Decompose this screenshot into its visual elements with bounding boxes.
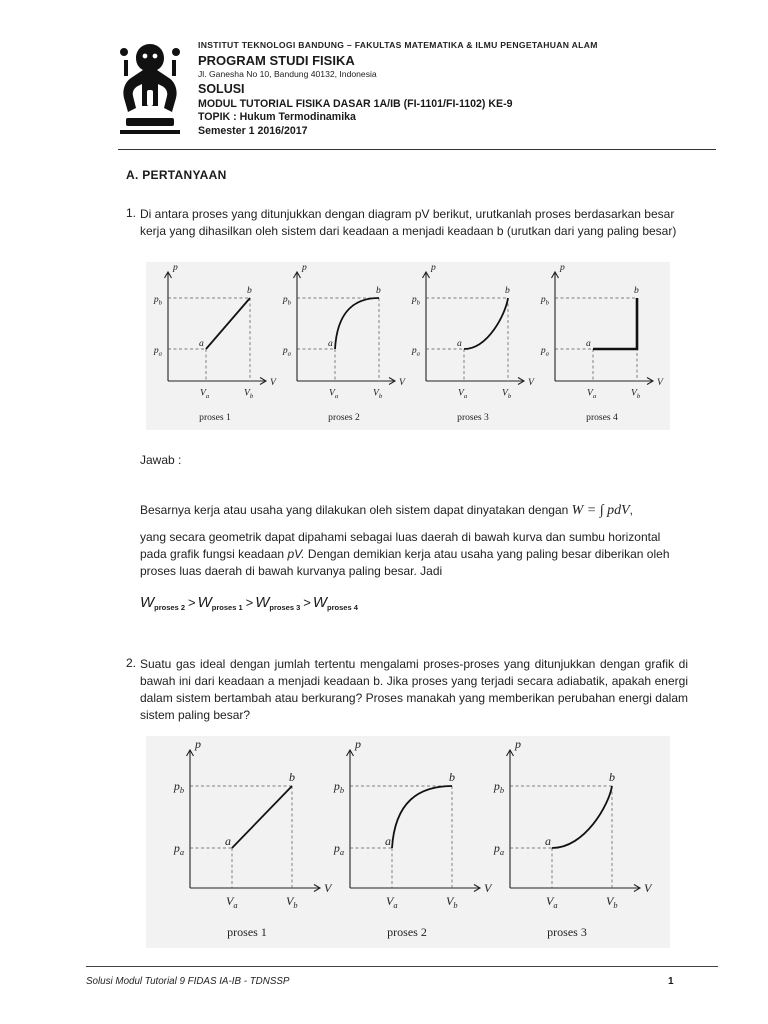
gt-3: > [303,595,311,610]
pb-label: $p_b$ [540,294,549,307]
answer-text-1: Besarnya kerja atau usaha yang dilakukan oleh sistem dapat dinyatakan dengan [140,503,569,517]
pa-label: $p_a$ [493,841,504,857]
answer-text-2b: Dengan demikian kerja atau usaha yang paling besar diberikan oleh proses luas daerah di bawah kurvanya paling besar. Jadi [140,547,670,578]
semester: Semester 1 2016/2017 [198,124,308,137]
pb-label: $p_b$ [173,779,184,795]
topic: TOPIK : Hukum Termodinamika [198,111,356,124]
state-b-label: b [289,770,295,784]
va-label: $V_a$ [200,387,210,400]
q1-figure-panel [146,262,670,430]
process-curve [232,786,292,848]
institution-name: INSTITUT TEKNOLOGI BANDUNG – FAKULTAS MATEMATIKA & ILMU PENGETAHUAN ALAM [198,40,598,50]
va-label: $V_a$ [329,387,339,400]
document-header [198,41,738,136]
state-b-label: b [247,285,252,296]
state-a-label: a [457,338,462,349]
pv-graph-1 [173,737,333,939]
state-a-label: a [385,834,391,848]
figure-caption: proses 1 [227,925,267,939]
va-label: $V_a$ [458,387,468,400]
v-axis-label: V [644,881,652,895]
pa-label: $p_a$ [173,841,184,857]
q1-text: Di antara proses yang ditunjukkan dengan diagram pV berikut, urutkanlah proses berdasarkan besar kerja yang dihasilkan oleh sistem dari keadaan a menjadi keadaan b (urutkan dari yang paling besar) [140,207,677,238]
state-b-label: b [449,770,455,784]
pb-label: $p_b$ [333,779,344,795]
pb-label: $p_b$ [153,294,162,307]
state-b-label: b [505,285,510,296]
answer-paragraph-2 [140,529,688,580]
program-name: PROGRAM STUDI FISIKA [198,52,355,68]
header-divider [118,149,716,150]
pa-label: $p_a$ [333,841,344,857]
page-number: 1 [668,976,674,987]
pa-label: $p_a$ [540,345,549,358]
process-curve [593,298,637,349]
vb-label: $V_b$ [502,387,512,400]
work-ordering [140,594,358,612]
vb-label: $V_b$ [446,894,458,910]
figure-caption: proses 2 [328,412,360,423]
pa-label: $p_a$ [153,345,162,358]
p-axis-label: p [431,262,436,273]
pb-label: $p_b$ [282,294,291,307]
figure-caption: proses 3 [547,925,587,939]
q2-pv-diagrams [146,736,670,948]
state-a-label: a [545,834,551,848]
answer-pv: pV. [287,547,305,561]
module-title: MODUL TUTORIAL FISIKA DASAR 1A/IB (FI-1101/FI-1102) KE-9 [198,97,513,110]
itb-ganesha-logo [116,38,184,138]
p-axis-label: p [560,262,565,273]
address: Jl. Ganesha No 10, Bandung 40132, Indonesia [198,68,377,79]
pv-graph-2 [282,262,406,423]
vb-label: $V_b$ [373,387,383,400]
va-label: $V_a$ [226,894,238,910]
state-a-label: a [199,338,204,349]
figure-caption: proses 1 [199,412,231,423]
state-b-label: b [376,285,381,296]
pv-graph-3 [411,262,535,423]
pb-label: $p_b$ [493,779,504,795]
p-axis-label: p [173,262,178,273]
process-curve [335,298,379,349]
w-symbol: W [255,594,270,611]
process-curve [552,786,612,848]
vb-label: $V_b$ [631,387,641,400]
v-axis-label: V [324,881,332,895]
v-axis-label: V [528,377,534,388]
w-symbol: W [197,594,212,611]
p-axis-label: p [355,737,361,751]
pv-graph-2 [333,737,493,939]
process-curve [392,786,452,848]
pa-label: $p_a$ [411,345,420,358]
vb-label: $V_b$ [244,387,254,400]
w-symbol: W [312,594,328,611]
answer-paragraph-1 [140,502,700,519]
section-title: A. PERTANYAAN [126,168,227,182]
pv-graph-3 [493,737,653,939]
va-label: $V_a$ [386,894,398,910]
state-a-label: a [586,338,591,349]
q1-pv-diagrams [146,262,670,430]
vb-label: $V_b$ [606,894,618,910]
w-sub-2: proses 1 [211,603,243,612]
q2-figure-panel [146,736,670,948]
pa-label: $p_a$ [282,345,291,358]
q1-number: 1. [126,206,137,220]
v-axis-label: V [399,377,405,388]
answer-label: Jawab : [140,453,182,467]
answer-text-2a: yang secara geometrik dapat dipahami sebagai luas daerah di bawah kurva dan sumbu horizontal pada grafik fungsi keadaan [140,530,661,561]
pv-graph-1 [153,262,277,423]
va-label: $V_a$ [587,387,597,400]
process-curve [464,298,508,349]
gt-2: > [245,595,254,610]
pv-graph-4 [540,262,664,423]
footer-divider [86,966,718,967]
v-axis-label: V [270,377,276,388]
w-sub-3: proses 3 [269,603,301,612]
work-formula: W = ∫ pdV [571,503,630,518]
figure-caption: proses 3 [457,412,489,423]
state-b-label: b [634,285,639,296]
doc-type: SOLUSI [198,82,245,97]
va-label: $V_a$ [546,894,558,910]
w-sub-1: proses 2 [154,603,186,612]
q2-text: Suatu gas ideal dengan jumlah tertentu mengalami proses-proses yang ditunjukkan dengan grafik di bawah ini dari keadaan a menjadi keadaan b. Jika proses yang terjadi secara adiabatik, apakah energi dalam sistem bertambah atau berkurang? Proses manakah yang memberikan perubahan energi dalam sistem paling besar? [140,657,688,722]
answer-comma: , [629,503,633,517]
state-a-label: a [328,338,333,349]
p-axis-label: p [302,262,307,273]
v-axis-label: V [484,881,492,895]
w-sub-4: proses 4 [327,603,358,612]
vb-label: $V_b$ [286,894,298,910]
gt-1: > [188,595,196,610]
figure-caption: proses 2 [387,925,427,939]
state-b-label: b [609,770,615,784]
v-axis-label: V [657,377,663,388]
w-symbol: W [140,594,155,611]
footer-text: Solusi Modul Tutorial 9 FIDAS IA-IB - TDNSSP [86,976,290,987]
state-a-label: a [225,834,231,848]
p-axis-label: p [195,737,201,751]
pb-label: $p_b$ [411,294,420,307]
p-axis-label: p [515,737,521,751]
figure-caption: proses 4 [586,412,618,423]
q2-number: 2. [126,656,137,670]
process-curve [206,298,250,349]
